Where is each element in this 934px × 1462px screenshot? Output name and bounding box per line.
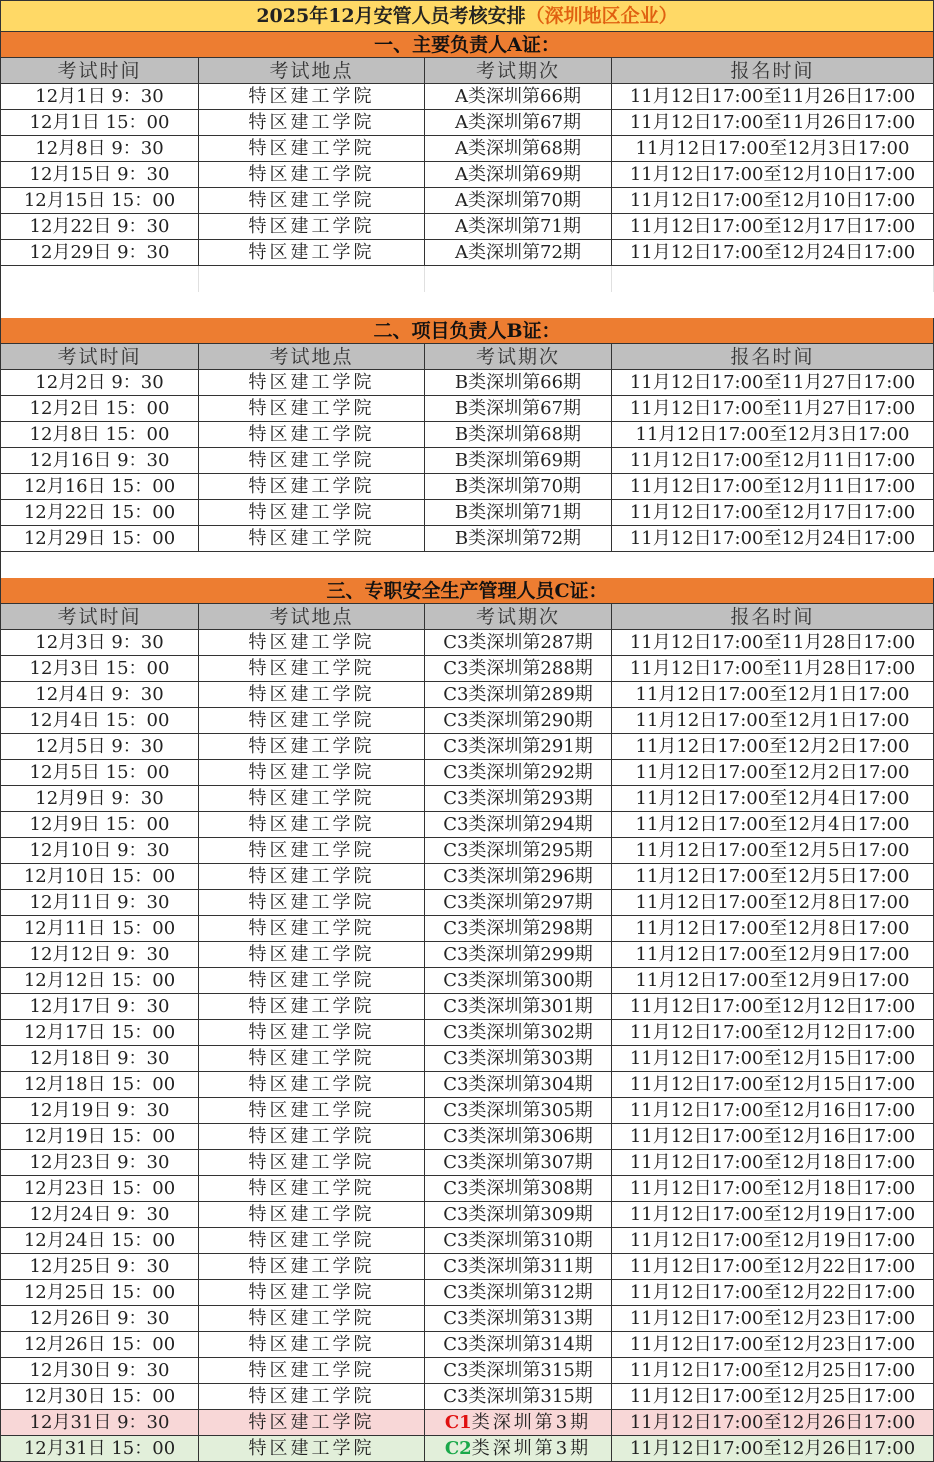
exam-place-cell: 特区建工学院 — [199, 760, 425, 786]
exam-time-cell: 12月1日 15：00 — [0, 110, 199, 136]
exam-place-cell: 特区建工学院 — [199, 864, 425, 890]
table-row — [0, 1254, 934, 1280]
table-row — [0, 734, 934, 760]
period-rest: 类深圳第3期 — [471, 1437, 592, 1459]
exam-time-cell: 12月15日 9：30 — [0, 162, 199, 188]
table-row — [0, 526, 934, 552]
exam-period-cell: B类深圳第68期 — [425, 422, 612, 448]
signup-time-cell: 11月12日17:00至11月26日17:00 — [612, 110, 934, 136]
exam-period-cell: C3类深圳第294期 — [425, 812, 612, 838]
exam-time-cell: 12月17日 9：30 — [0, 994, 199, 1020]
blank-row — [0, 266, 934, 292]
exam-period-cell: B类深圳第67期 — [425, 396, 612, 422]
signup-time-cell: 11月12日17:00至12月8日17:00 — [612, 890, 934, 916]
exam-period-cell: C3类深圳第315期 — [425, 1358, 612, 1384]
exam-place-cell: 特区建工学院 — [199, 1358, 425, 1384]
exam-period-cell: A类深圳第66期 — [425, 84, 612, 110]
exam-place-cell: 特区建工学院 — [199, 474, 425, 500]
exam-place-cell: 特区建工学院 — [199, 136, 425, 162]
exam-period-cell: C3类深圳第315期 — [425, 1384, 612, 1410]
exam-place-cell: 特区建工学院 — [199, 786, 425, 812]
exam-time-cell: 12月2日 15：00 — [0, 396, 199, 422]
exam-period-cell: B类深圳第70期 — [425, 474, 612, 500]
table-row — [0, 708, 934, 734]
signup-time-cell: 11月12日17:00至11月26日17:00 — [612, 84, 934, 110]
signup-time-cell: 11月12日17:00至12月18日17:00 — [612, 1150, 934, 1176]
table-row — [0, 162, 934, 188]
exam-time-cell: 12月23日 9：30 — [0, 1150, 199, 1176]
table-row — [0, 630, 934, 656]
exam-place-cell: 特区建工学院 — [199, 942, 425, 968]
exam-period-cell: A类深圳第70期 — [425, 188, 612, 214]
table-row — [0, 448, 934, 474]
column-header-time: 考试时间 — [0, 58, 199, 84]
exam-period-cell: C3类深圳第292期 — [425, 760, 612, 786]
blank-cell — [0, 266, 199, 292]
signup-time-cell: 11月12日17:00至12月26日17:00 — [612, 1436, 934, 1462]
exam-time-cell: 12月18日 9：30 — [0, 1046, 199, 1072]
signup-time-cell: 11月12日17:00至12月24日17:00 — [612, 526, 934, 552]
exam-period-cell: C3类深圳第305期 — [425, 1098, 612, 1124]
spacer-cell — [0, 292, 934, 318]
exam-time-cell: 12月19日 9：30 — [0, 1098, 199, 1124]
signup-time-cell: 11月12日17:00至12月24日17:00 — [612, 240, 934, 266]
table-row — [0, 864, 934, 890]
blank-cell — [425, 266, 612, 292]
signup-time-cell: 11月12日17:00至12月2日17:00 — [612, 760, 934, 786]
exam-time-cell: 12月23日 15：00 — [0, 1176, 199, 1202]
exam-period-cell: C3类深圳第312期 — [425, 1280, 612, 1306]
period-code: C1 — [444, 1411, 472, 1433]
exam-place-cell: 特区建工学院 — [199, 1098, 425, 1124]
table-row — [0, 396, 934, 422]
table-row — [0, 1124, 934, 1150]
table-row — [0, 1228, 934, 1254]
column-header-time: 考试时间 — [0, 344, 199, 370]
exam-time-cell: 12月8日 9：30 — [0, 136, 199, 162]
spacer-cell — [0, 552, 934, 578]
table-row — [0, 682, 934, 708]
exam-place-cell: 特区建工学院 — [199, 422, 425, 448]
table-row — [0, 1176, 934, 1202]
exam-period-cell: C3类深圳第297期 — [425, 890, 612, 916]
exam-period-cell: B类深圳第69期 — [425, 448, 612, 474]
signup-time-cell: 11月12日17:00至12月25日17:00 — [612, 1384, 934, 1410]
exam-period-cell — [425, 1410, 612, 1436]
exam-period-cell: C3类深圳第293期 — [425, 786, 612, 812]
exam-place-cell: 特区建工学院 — [199, 968, 425, 994]
exam-time-cell: 12月30日 15：00 — [0, 1384, 199, 1410]
column-header-place: 考试地点 — [199, 58, 425, 84]
exam-place-cell: 特区建工学院 — [199, 1072, 425, 1098]
table-row — [0, 1072, 934, 1098]
table-row — [0, 1410, 934, 1436]
exam-period-cell: C3类深圳第309期 — [425, 1202, 612, 1228]
exam-period-cell: C3类深圳第296期 — [425, 864, 612, 890]
exam-time-cell: 12月18日 15：00 — [0, 1072, 199, 1098]
exam-place-cell: 特区建工学院 — [199, 396, 425, 422]
exam-period-cell: C3类深圳第298期 — [425, 916, 612, 942]
exam-place-cell: 特区建工学院 — [199, 1384, 425, 1410]
signup-time-cell: 11月12日17:00至12月23日17:00 — [612, 1332, 934, 1358]
exam-period-cell: A类深圳第68期 — [425, 136, 612, 162]
blank-cell — [199, 266, 425, 292]
exam-period-cell: C3类深圳第314期 — [425, 1332, 612, 1358]
table-row — [0, 942, 934, 968]
exam-time-cell: 12月5日 15：00 — [0, 760, 199, 786]
section-heading: 一、主要负责人A证： — [0, 32, 934, 58]
table-row — [0, 474, 934, 500]
signup-time-cell: 11月12日17:00至12月22日17:00 — [612, 1254, 934, 1280]
table-row — [0, 786, 934, 812]
signup-time-cell: 11月12日17:00至11月27日17:00 — [612, 370, 934, 396]
exam-period-cell: C3类深圳第303期 — [425, 1046, 612, 1072]
exam-place-cell: 特区建工学院 — [199, 214, 425, 240]
signup-time-cell: 11月12日17:00至12月10日17:00 — [612, 188, 934, 214]
exam-time-cell: 12月11日 9：30 — [0, 890, 199, 916]
period-rest: 类深圳第3期 — [471, 1411, 592, 1433]
signup-time-cell: 11月12日17:00至12月1日17:00 — [612, 682, 934, 708]
table-row — [0, 422, 934, 448]
column-header-place: 考试地点 — [199, 344, 425, 370]
signup-time-cell: 11月12日17:00至12月10日17:00 — [612, 162, 934, 188]
exam-place-cell: 特区建工学院 — [199, 1280, 425, 1306]
title-accent: （深圳地区企业） — [525, 5, 678, 27]
exam-place-cell: 特区建工学院 — [199, 240, 425, 266]
period-code: C2 — [444, 1437, 472, 1459]
exam-place-cell: 特区建工学院 — [199, 500, 425, 526]
signup-time-cell: 11月12日17:00至12月8日17:00 — [612, 916, 934, 942]
section-heading-row — [0, 578, 934, 604]
exam-time-cell: 12月9日 9：30 — [0, 786, 199, 812]
exam-time-cell: 12月19日 15：00 — [0, 1124, 199, 1150]
exam-place-cell: 特区建工学院 — [199, 812, 425, 838]
signup-time-cell: 11月12日17:00至12月19日17:00 — [612, 1228, 934, 1254]
exam-place-cell: 特区建工学院 — [199, 1436, 425, 1462]
table-row — [0, 110, 934, 136]
signup-time-cell: 11月12日17:00至12月5日17:00 — [612, 864, 934, 890]
exam-time-cell: 12月9日 15：00 — [0, 812, 199, 838]
exam-period-cell: C3类深圳第307期 — [425, 1150, 612, 1176]
column-header-signup: 报名时间 — [612, 58, 934, 84]
signup-time-cell: 11月12日17:00至12月15日17:00 — [612, 1046, 934, 1072]
exam-time-cell: 12月30日 9：30 — [0, 1358, 199, 1384]
signup-time-cell: 11月12日17:00至12月22日17:00 — [612, 1280, 934, 1306]
signup-time-cell: 11月12日17:00至12月12日17:00 — [612, 994, 934, 1020]
exam-period-cell: A类深圳第67期 — [425, 110, 612, 136]
exam-place-cell: 特区建工学院 — [199, 630, 425, 656]
signup-time-cell: 11月12日17:00至12月4日17:00 — [612, 786, 934, 812]
exam-place-cell: 特区建工学院 — [199, 734, 425, 760]
table-row — [0, 994, 934, 1020]
spacer-row — [0, 292, 934, 318]
column-header-signup: 报名时间 — [612, 604, 934, 630]
exam-period-cell: C3类深圳第291期 — [425, 734, 612, 760]
signup-time-cell: 11月12日17:00至12月26日17:00 — [612, 1410, 934, 1436]
exam-time-cell: 12月10日 9：30 — [0, 838, 199, 864]
exam-place-cell: 特区建工学院 — [199, 1176, 425, 1202]
table-row — [0, 1384, 934, 1410]
exam-place-cell: 特区建工学院 — [199, 682, 425, 708]
signup-time-cell: 11月12日17:00至12月4日17:00 — [612, 812, 934, 838]
table-row — [0, 1436, 934, 1462]
section-heading-row — [0, 318, 934, 344]
exam-time-cell: 12月24日 15：00 — [0, 1228, 199, 1254]
exam-place-cell: 特区建工学院 — [199, 162, 425, 188]
exam-place-cell: 特区建工学院 — [199, 1020, 425, 1046]
signup-time-cell: 11月12日17:00至12月23日17:00 — [612, 1306, 934, 1332]
exam-time-cell: 12月5日 9：30 — [0, 734, 199, 760]
signup-time-cell: 11月12日17:00至12月17日17:00 — [612, 214, 934, 240]
exam-time-cell: 12月31日 15：00 — [0, 1436, 199, 1462]
table-row — [0, 214, 934, 240]
blank-cell — [612, 266, 934, 292]
table-row — [0, 1358, 934, 1384]
table-row — [0, 1150, 934, 1176]
exam-period-cell: C3类深圳第295期 — [425, 838, 612, 864]
exam-time-cell: 12月25日 9：30 — [0, 1254, 199, 1280]
column-header-signup: 报名时间 — [612, 344, 934, 370]
exam-period-cell: C3类深圳第288期 — [425, 656, 612, 682]
column-header-period: 考试期次 — [425, 58, 612, 84]
exam-time-cell: 12月22日 9：30 — [0, 214, 199, 240]
exam-time-cell: 12月15日 15：00 — [0, 188, 199, 214]
exam-time-cell: 12月22日 15：00 — [0, 500, 199, 526]
table-row — [0, 1202, 934, 1228]
exam-period-cell: B类深圳第66期 — [425, 370, 612, 396]
exam-time-cell: 12月16日 9：30 — [0, 448, 199, 474]
exam-time-cell: 12月12日 9：30 — [0, 942, 199, 968]
exam-place-cell: 特区建工学院 — [199, 656, 425, 682]
table-row — [0, 812, 934, 838]
exam-time-cell: 12月3日 15：00 — [0, 656, 199, 682]
table-row — [0, 760, 934, 786]
table-row — [0, 136, 934, 162]
table-row — [0, 240, 934, 266]
section-heading-row — [0, 32, 934, 58]
exam-time-cell: 12月17日 15：00 — [0, 1020, 199, 1046]
title-main: 2025年12月安管人员考核安排 — [256, 5, 526, 27]
signup-time-cell: 11月12日17:00至12月18日17:00 — [612, 1176, 934, 1202]
signup-time-cell: 11月12日17:00至12月11日17:00 — [612, 448, 934, 474]
exam-time-cell: 12月10日 15：00 — [0, 864, 199, 890]
exam-place-cell: 特区建工学院 — [199, 110, 425, 136]
exam-period-cell: C3类深圳第313期 — [425, 1306, 612, 1332]
exam-period-cell: C3类深圳第306期 — [425, 1124, 612, 1150]
exam-time-cell: 12月2日 9：30 — [0, 370, 199, 396]
table-row — [0, 370, 934, 396]
exam-period-cell: C3类深圳第287期 — [425, 630, 612, 656]
exam-time-cell: 12月4日 9：30 — [0, 682, 199, 708]
column-header-row — [0, 58, 934, 84]
exam-time-cell: 12月11日 15：00 — [0, 916, 199, 942]
exam-place-cell: 特区建工学院 — [199, 708, 425, 734]
section-heading: 二、项目负责人B证： — [0, 318, 934, 344]
exam-place-cell: 特区建工学院 — [199, 890, 425, 916]
signup-time-cell: 11月12日17:00至11月27日17:00 — [612, 396, 934, 422]
exam-time-cell: 12月4日 15：00 — [0, 708, 199, 734]
exam-period-cell: C3类深圳第299期 — [425, 942, 612, 968]
exam-time-cell: 12月24日 9：30 — [0, 1202, 199, 1228]
signup-time-cell: 11月12日17:00至12月16日17:00 — [612, 1124, 934, 1150]
exam-place-cell: 特区建工学院 — [199, 1124, 425, 1150]
table-row — [0, 656, 934, 682]
exam-time-cell: 12月1日 9：30 — [0, 84, 199, 110]
exam-period-cell: C3类深圳第310期 — [425, 1228, 612, 1254]
exam-place-cell: 特区建工学院 — [199, 994, 425, 1020]
signup-time-cell: 11月12日17:00至12月12日17:00 — [612, 1020, 934, 1046]
exam-period-cell: A类深圳第72期 — [425, 240, 612, 266]
signup-time-cell: 11月12日17:00至12月19日17:00 — [612, 1202, 934, 1228]
signup-time-cell: 11月12日17:00至12月11日17:00 — [612, 474, 934, 500]
table-row — [0, 84, 934, 110]
exam-place-cell: 特区建工学院 — [199, 916, 425, 942]
exam-place-cell: 特区建工学院 — [199, 1332, 425, 1358]
table-row — [0, 890, 934, 916]
signup-time-cell: 11月12日17:00至11月28日17:00 — [612, 630, 934, 656]
exam-period-cell: B类深圳第72期 — [425, 526, 612, 552]
table-row — [0, 1280, 934, 1306]
exam-time-cell: 12月26日 15：00 — [0, 1332, 199, 1358]
signup-time-cell: 11月12日17:00至12月15日17:00 — [612, 1072, 934, 1098]
column-header-place: 考试地点 — [199, 604, 425, 630]
column-header-period: 考试期次 — [425, 344, 612, 370]
table-row — [0, 916, 934, 942]
exam-period-cell: C3类深圳第302期 — [425, 1020, 612, 1046]
exam-place-cell: 特区建工学院 — [199, 1410, 425, 1436]
signup-time-cell: 11月12日17:00至12月9日17:00 — [612, 968, 934, 994]
column-header-period: 考试期次 — [425, 604, 612, 630]
exam-period-cell: A类深圳第69期 — [425, 162, 612, 188]
table-row — [0, 1046, 934, 1072]
exam-period-cell: C3类深圳第301期 — [425, 994, 612, 1020]
title-row — [0, 0, 934, 32]
exam-period-cell: C3类深圳第308期 — [425, 1176, 612, 1202]
exam-period-cell: B类深圳第71期 — [425, 500, 612, 526]
exam-place-cell: 特区建工学院 — [199, 1046, 425, 1072]
exam-time-cell: 12月8日 15：00 — [0, 422, 199, 448]
exam-period-cell: A类深圳第71期 — [425, 214, 612, 240]
section-heading: 三、专职安全生产管理人员C证： — [0, 578, 934, 604]
exam-place-cell: 特区建工学院 — [199, 370, 425, 396]
exam-period-cell: C3类深圳第304期 — [425, 1072, 612, 1098]
exam-place-cell: 特区建工学院 — [199, 526, 425, 552]
exam-place-cell: 特区建工学院 — [199, 84, 425, 110]
exam-period-cell: C3类深圳第289期 — [425, 682, 612, 708]
exam-time-cell: 12月25日 15：00 — [0, 1280, 199, 1306]
signup-time-cell: 11月12日17:00至12月2日17:00 — [612, 734, 934, 760]
exam-place-cell: 特区建工学院 — [199, 1202, 425, 1228]
table-row — [0, 1098, 934, 1124]
table-row — [0, 968, 934, 994]
exam-place-cell: 特区建工学院 — [199, 1306, 425, 1332]
exam-place-cell: 特区建工学院 — [199, 1254, 425, 1280]
signup-time-cell: 11月12日17:00至12月9日17:00 — [612, 942, 934, 968]
signup-time-cell: 11月12日17:00至12月3日17:00 — [612, 422, 934, 448]
table-row — [0, 188, 934, 214]
column-header-time: 考试时间 — [0, 604, 199, 630]
spacer-row — [0, 552, 934, 578]
table-row — [0, 1020, 934, 1046]
signup-time-cell: 11月12日17:00至12月25日17:00 — [612, 1358, 934, 1384]
table-row — [0, 1332, 934, 1358]
signup-time-cell: 11月12日17:00至12月17日17:00 — [612, 500, 934, 526]
exam-period-cell: C3类深圳第290期 — [425, 708, 612, 734]
exam-place-cell: 特区建工学院 — [199, 1228, 425, 1254]
exam-time-cell: 12月16日 15：00 — [0, 474, 199, 500]
exam-time-cell: 12月31日 9：30 — [0, 1410, 199, 1436]
exam-time-cell: 12月26日 9：30 — [0, 1306, 199, 1332]
exam-place-cell: 特区建工学院 — [199, 838, 425, 864]
exam-time-cell: 12月29日 9：30 — [0, 240, 199, 266]
signup-time-cell: 11月12日17:00至12月1日17:00 — [612, 708, 934, 734]
table-row — [0, 1306, 934, 1332]
exam-time-cell: 12月3日 9：30 — [0, 630, 199, 656]
exam-place-cell: 特区建工学院 — [199, 188, 425, 214]
exam-period-cell — [425, 1436, 612, 1462]
signup-time-cell: 11月12日17:00至11月28日17:00 — [612, 656, 934, 682]
exam-place-cell: 特区建工学院 — [199, 1150, 425, 1176]
signup-time-cell: 11月12日17:00至12月16日17:00 — [612, 1098, 934, 1124]
exam-period-cell: C3类深圳第300期 — [425, 968, 612, 994]
exam-time-cell: 12月29日 15：00 — [0, 526, 199, 552]
column-header-row — [0, 344, 934, 370]
exam-time-cell: 12月12日 15：00 — [0, 968, 199, 994]
exam-period-cell: C3类深圳第311期 — [425, 1254, 612, 1280]
signup-time-cell: 11月12日17:00至12月5日17:00 — [612, 838, 934, 864]
sheet-title — [0, 0, 934, 32]
table-row — [0, 838, 934, 864]
column-header-row — [0, 604, 934, 630]
signup-time-cell: 11月12日17:00至12月3日17:00 — [612, 136, 934, 162]
sections-container — [0, 32, 934, 1462]
exam-place-cell: 特区建工学院 — [199, 448, 425, 474]
table-row — [0, 500, 934, 526]
